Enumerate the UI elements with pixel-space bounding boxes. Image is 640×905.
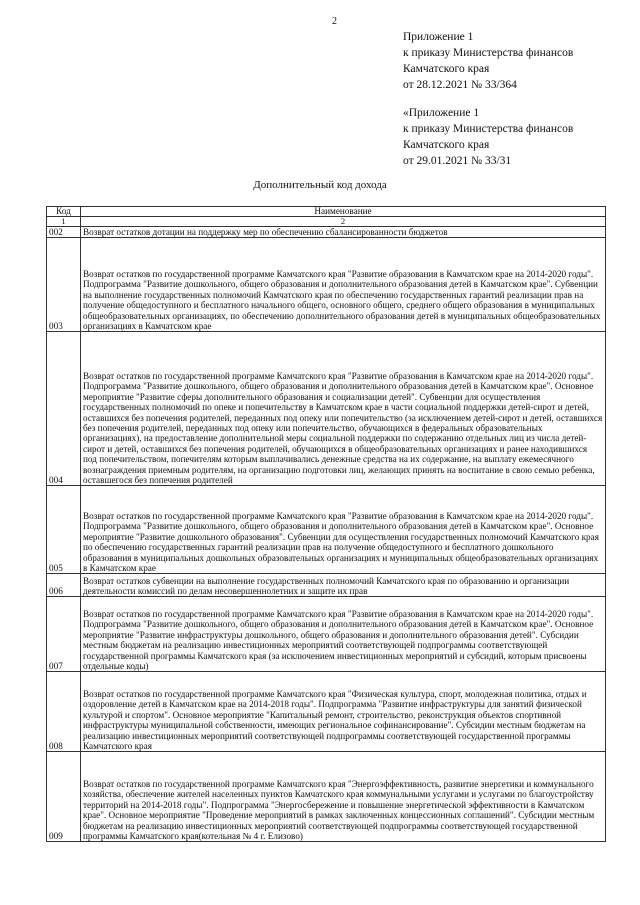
row-code: 002 bbox=[47, 227, 81, 238]
appendix-header-previous bbox=[403, 105, 573, 169]
appendix-line: к приказу Министерства финансов bbox=[403, 47, 574, 59]
row-code: 007 bbox=[47, 597, 81, 672]
row-code: 009 bbox=[47, 752, 81, 842]
row-code: 006 bbox=[47, 574, 81, 597]
page-number: 2 bbox=[332, 16, 337, 27]
table-row bbox=[47, 752, 606, 842]
appendix-line: от 28.12.2021 № 33/364 bbox=[403, 79, 517, 91]
table-row bbox=[47, 332, 606, 486]
row-name: Возврат остатков по государственной программе Камчатского края "Развитие образования в Камчатском крае на 2014-2020 годы". Подпрограмма "Развитие дошкольного, общего образования и дополнительного образования детей в Камчатском крае". Основное мероприятие "Развитие инфраструктуры дошкольного, общего образования и дополнительного образования детей". Субсидии местным бюджетам на реализацию инвестиционных мероприятий соответствующей подпрограммы соответствующей государственной программы Камчатского края (за исключением инвестиционных мероприятий и субсидий, которым присвоены отдельные коды) bbox=[81, 597, 606, 672]
table-row bbox=[47, 574, 606, 597]
row-name: Возврат остатков по государственной программе Камчатского края "Физическая культура, спорт, молодежная политика, отдых и оздоровление детей в Камчатском крае на 2014-2018 годы". Подпрограмма "Развитие инфраструктуры для занятий физической культурой и спортом". Основное мероприятие "Капитальный ремонт, строительство, реконструкция объектов спортивной инфраструктуры муниципальной собственности, имеющих региональное софинансирование". Субсидии местным бюджетам на реализацию инвестиционных мероприятий соответствующей подпрограммы соответствующей государственной программы Камчатского края bbox=[81, 672, 606, 752]
table-row bbox=[47, 486, 606, 574]
table-row bbox=[47, 597, 606, 672]
row-name: Возврат остатков по государственной программе Камчатского края "Развитие образования в Камчатском крае на 2014-2020 годы". Подпрограмма "Развитие дошкольного, общего образования и дополнительного образования детей в Камчатском крае". Основное мероприятие "Развитие сферы дополнительного образования и социализации детей". Субвенции для осуществления государственных полномочий по опеке и попечительству в Камчатском крае в части социальной поддержки детей-сирот и детей, оставшихся без попечения родителей, переданных под опеку или попечительство (за исключением детей-сирот и детей, оставшихся без попечения родителей, переданных под опеку или попечительство, обучающихся в федеральных образовательных организациях), на предоставление дополнительной меры социальной поддержки по содержанию отдельных лиц из числа детей-сирот и детей, оставшихся без попечения родителей, обучающихся в общеобразовательных организациях и ранее находившихся под попечительством, попечителям которым выплачивались денежные средства на их содержание, на выплату ежемесячного вознаграждения приемным родителям, на организацию подготовки лиц, желающих принять на воспитание в свою семью ребенка, оставшегося без попечения родителей bbox=[81, 332, 606, 486]
income-codes-table bbox=[46, 206, 606, 842]
appendix-line: Камчатского края bbox=[403, 139, 490, 151]
table-row bbox=[47, 227, 606, 238]
appendix-line: Приложение 1 bbox=[403, 31, 474, 43]
column-number: 2 bbox=[81, 217, 606, 227]
row-name: Возврат остатков субвенции на выполнение государственных полномочий Камчатского края по образованию и организации деятельности комиссий по делам несовершеннолетних и защите их прав bbox=[81, 574, 606, 597]
row-code: 008 bbox=[47, 672, 81, 752]
row-code: 005 bbox=[47, 486, 81, 574]
row-name: Возврат остатков по государственной программе Камчатского края "Развитие образования в Камчатском крае на 2014-2020 годы". Подпрограмма "Развитие дошкольного, общего образования и дополнительного образования детей в Камчатском крае". Субвенции на выполнение государственных полномочий Камчатского края по обеспечению государственных гарантий реализации прав на получение общедоступного и бесплатного начального общего, основного общего, среднего общего образования в муниципальных общеобразовательных организациях, по обеспечению дополнительного образования детей в муниципальных общеобразовательных организациях в Камчатском крае bbox=[81, 238, 606, 332]
column-header-code: Код bbox=[47, 207, 81, 217]
table-row bbox=[47, 672, 606, 752]
row-name: Возврат остатков по государственной программе Камчатского края "Энергоэффективность, развитие энергетики и коммунального хозяйства, обеспечение жителей населенных пунктов Камчатского края коммунальными услугами и услугами по благоустройству территорий на 2014-2018 годы". Подпрограмма "Энергосбережение и повышение энергетической эффективности в Камчатском крае". Основное мероприятие "Проведение мероприятий в рамках заключенных концессионных соглашений". Субсидии местным бюджетам на реализацию инвестиционных мероприятий соответствующей подпрограммы соответствующей государственной программы Камчатского края(котельная № 4 г. Елизово) bbox=[81, 752, 606, 842]
table-header-row bbox=[47, 207, 606, 217]
appendix-line: к приказу Министерства финансов bbox=[403, 123, 574, 135]
appendix-line: «Приложение 1 bbox=[403, 107, 480, 119]
row-code: 004 bbox=[47, 332, 81, 486]
document-title: Дополнительный код дохода bbox=[253, 179, 387, 191]
column-header-name: Наименование bbox=[81, 207, 606, 217]
row-name: Возврат остатков по государственной программе Камчатского края "Развитие образования в Камчатском крае на 2014-2020 годы". Подпрограмма "Развитие дошкольного, общего образования и дополнительного образования детей в Камчатском крае". Основное мероприятие "Развитие дошкольного образования". Субвенции для осуществления государственных полномочий Камчатского края по обеспечению государственных гарантий реализации прав на получение общедоступного и бесплатного дошкольного образования в муниципальных дошкольных образовательных организациях и муниципальных общеобразовательных организациях в Камчатском крае bbox=[81, 486, 606, 574]
appendix-header-current bbox=[403, 29, 573, 93]
column-number: 1 bbox=[47, 217, 81, 227]
column-number-row bbox=[47, 217, 606, 227]
table-row bbox=[47, 238, 606, 332]
appendix-line: Камчатского края bbox=[403, 63, 490, 75]
appendix-line: от 29.01.2021 № 33/31 bbox=[403, 155, 512, 167]
row-name: Возврат остатков дотации на поддержку мер по обеспечению сбалансированности бюджетов bbox=[81, 227, 606, 238]
row-code: 003 bbox=[47, 238, 81, 332]
